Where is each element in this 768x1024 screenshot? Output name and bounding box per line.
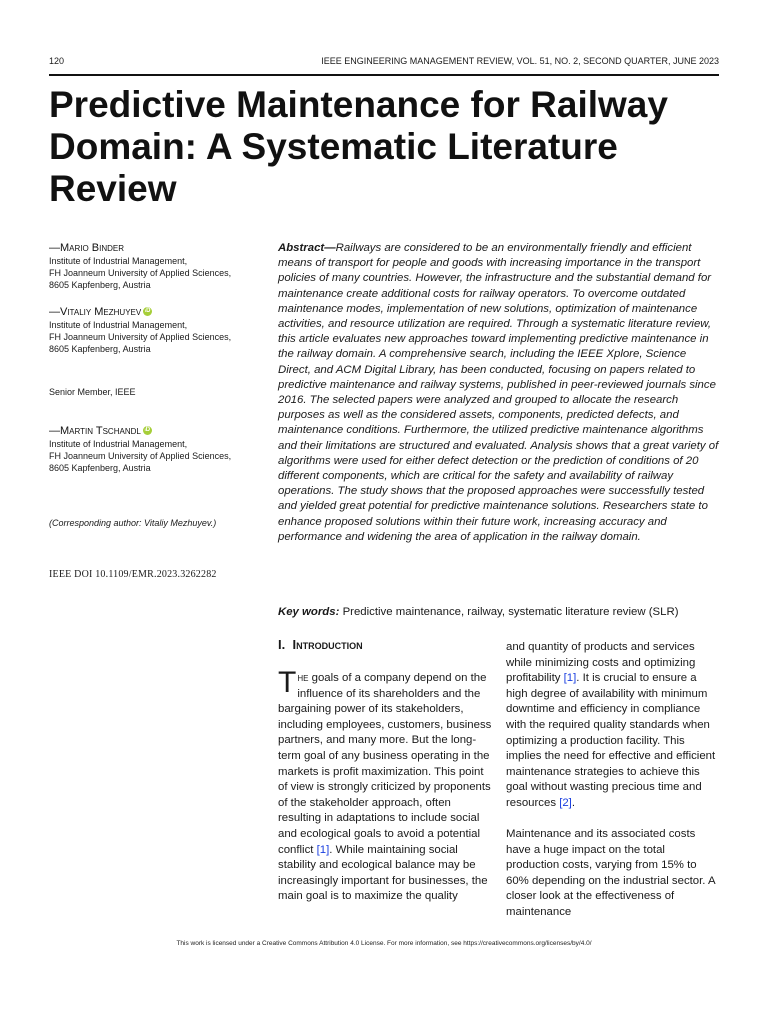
author-2 [49,305,264,355]
author-3 [49,424,264,474]
author-block [49,241,264,369]
affiliation-line: FH Joanneum University of Applied Sciences, [49,268,232,278]
keywords-text: Predictive maintenance, railway, systematic literature review (SLR) [342,606,679,618]
author-name: —Vitaliy Mezhuyev iD [49,306,151,318]
citation-link[interactable]: [2] [559,796,572,809]
affiliation-line: Institute of Industrial Management, [49,320,188,330]
header-rule [49,74,719,76]
article-title: Predictive Maintenance for Railway Domain: A Systematic Literature Review [49,84,668,209]
citation-link[interactable]: [1] [563,672,577,685]
author-name: —Martin Tschandl iD [49,425,151,437]
body-column-1: The goals of a company depend on the influence of its shareholders and the bargaining power of its stakeholders, including employees, customers, business partners, and many more. But the long-term goal of any business operating in the markets is profit maximization. This point of view is strongly criticized by proponents of the stakeholder approach, often resulting in adaptations to include social and ecological goals to avoid a potential conflict [1]. While maintaining social stability and ecological balance may be increasingly important for businesses, the main goal is to maximize the quality [278,666,492,903]
citation-link[interactable]: [1] [316,843,330,856]
page-number: 120 [49,56,65,66]
body-column-2: and quantity of products and services while minimizing costs and optimizing profitability [1]. It is crucial to ensure a high degree of availability with minimum downtime and efficiency in compliance with the required quality standards when optimizing a production facility. This implies the need for effective and efficient maintenance strategies to achieve this goal without wasting precious time and resources [2]. [506,641,716,809]
affiliation-line: Institute of Industrial Management, [49,439,188,449]
orcid-icon[interactable]: iD [144,427,151,433]
drop-cap: T [278,666,297,699]
corresponding-author: (Corresponding author: Vitaliy Mezhuyev.) [49,518,217,528]
license-footer: This work is licensed under a Creative Commons Attribution 4.0 License. For more information, see https://creativecommons.org/licenses/by/4.0/ [176,940,592,947]
keywords-label: Key words: [278,606,340,618]
abstract [278,241,719,545]
doi[interactable]: IEEE DOI 10.1109/EMR.2023.3262282 [49,569,217,580]
abstract-label: Abstract— [278,242,336,254]
affiliation-line: Institute of Industrial Management, [49,256,188,266]
body-paragraph: Maintenance and its associated costs have a huge impact on the total production costs, varying from 15% to 60% depending on the industrial sector. A closer look at the effectiveness of maintenance [506,828,715,918]
section-heading: I. Introduction [278,637,363,652]
lead-word: he [297,672,309,684]
orcid-icon[interactable]: iD [144,308,151,314]
author-block-2 [49,424,264,488]
affiliation-line: 8605 Kapfenberg, Austria [49,280,151,290]
senior-member-note: Senior Member, IEEE [49,387,136,397]
author-name: —Mario Binder [49,242,125,254]
affiliation-line: 8605 Kapfenberg, Austria [49,344,151,354]
author-1 [49,241,264,291]
affiliation-line: FH Joanneum University of Applied Sciences, [49,451,232,461]
journal-title: IEEE ENGINEERING MANAGEMENT REVIEW, VOL. 51, NO. 2, SECOND QUARTER, JUNE 2023 [321,56,719,66]
keywords [278,606,719,618]
affiliation-line: 8605 Kapfenberg, Austria [49,463,151,473]
affiliation-line: FH Joanneum University of Applied Sciences, [49,332,232,342]
abstract-text: Railways are considered to be an environmentally friendly and efficient means of transport for people and goods with increasing importance in the transport policies of many countries. However, the infrastructure and the substantial demand for maintenance create additional costs for railway operators. To overcome outdated maintenance modes, implementation of new solutions, optimization of maintenance activities, and resource utilization are required. Through a systematic literature review, this article evaluates new approaches toward implementing predictive maintenance in the railway domain. A comprehensive search, including the IEEE Xplore, Science Direct, and ACM Digital Library, has been conducted, focusing on papers related to predictive maintenance and railway systems, published in peer-reviewed journals since 2016. The selected papers were analyzed and grouped to allocate the research purposes as well as the considered assets, components, predicted defects, and maintenance conditions. Furthermore, the utilized predictive maintenance algorithms and their limitations are structured and evaluated. Analysis shows that a great variety of algorithms were used for either defect detection or the prediction of conditions of 20 different components, which are critical for the safety and availability of railway operations. The study shows that the proposed approaches were successfully tested and yielded great potential for predictive maintenance solutions. Researchers state to enhance proposed solutions within their future work, increasing accuracy and performance and widening the area of application in the railway domain. [278,242,719,543]
